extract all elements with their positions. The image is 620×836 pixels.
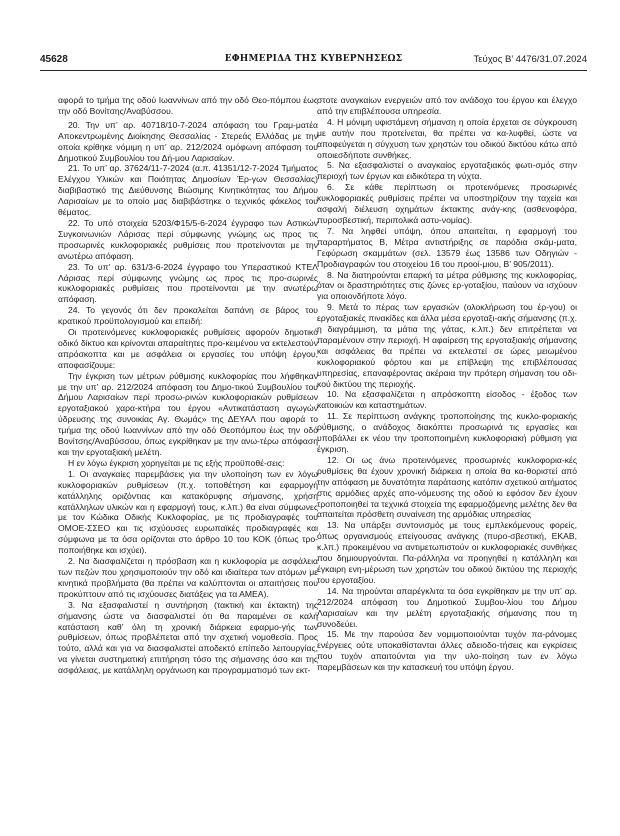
paragraph: 24. Το γεγονός ότι δεν προκαλείται δαπάνη σε βάρος του κρατικού προϋπολογισμού και επειδή:: [58, 305, 318, 327]
paragraph: 4. Η μόνιμη υφιστάμενη σήμανση η οποία έρχεται σε σύγκρουση με αυτήν που προτείνεται, θα πρέπει να κα-λυφθεί, ώστε να αποφεύγεται η σύγχυση των χρηστών του οδικού δικτύου κάτω από οποιεσδήποτε συνθήκες.: [317, 116, 577, 160]
page-header: [40, 54, 587, 68]
page-number: 45628: [40, 54, 68, 65]
paragraph: 6. Σε κάθε περίπτωση οι προτεινόμενες προσωρινές κυκλοφοριακές ρυθμίσεις πρέπει να υποστηρίζουν τηγ ταχεία και ασφαλή διέλευση οχημάτων έκτακτης ανάγ-κης (ασθενοφόρα, πυροσβεστική, περιπολικά αστυ-νομίας).: [317, 182, 577, 225]
paragraph: 1. Οι αναγκαίες παρεμβάσεις για την υλοποίηση των εν λόγω κυκλοφοριακών ρυθμίσεων (π.χ. τοποθέτηση και εφαρμογή κατάλληλης οριζόντιας και κατακόρυφης σήμανσης, χρήση κατάλληλων υλικών και η εφαρμογή τους, κ.λπ.) θα είναι σύμφωνες με τον Κώδικα Οδικής Κυκλοφορίας, με τις προδιαγραφές του ΟΜΟΕ-ΣΣΕΟ και τις ισχύουσες ευρωπαϊκές προδιαγραφές και σύμφωνα με τα όσα ορίζονται στο άρθρο 10 του ΚΟΚ (όπως τρο-ποποιήθηκε και ισχύει).: [58, 468, 318, 556]
paragraph: 3. Να εξασφαλιστεί η συντήρηση (τακτική και έκτακτη) της σήμανσης ώστε να διασφαλιστεί ότι θα παραμένει σε καλή κατάσταση καθ’ όλη τη χρονική διάρκεια εφαρμο-γής των ρυθμίσεων, όπως προβλέπεται από την σχετική νομοθεσία. Προς τούτο, αλλά και για να διασφαλιστεί αποδεκτό επίπεδο λειτουργίας, να γίνεται συστηματική επιτήρηση τόσο της σήμανσης όσο και της ασφάλειας, με κατάλληλη οργάνωση και προγραμματισμό των εκτ-: [58, 599, 318, 676]
paragraph: αφορά το τμήμα της οδού Ιωαννίνων από την οδό Θεο-πόμπου έως την οδό Βονίτσης/Αναβύσσου.: [58, 95, 318, 116]
paragraph: 15. Με την παρούσα δεν νομιμοποιούνται τυχόν πα-ράνομες ενέργειες ούτε υποκαθίστανται άλλες αδειοδο-τήσεις και εγκρίσεις που τυχόν απαιτούνται για την υλο-ποίηση των εν λόγω παρεμβάσεων και την κατασκευή του υπόψη έργου.: [317, 629, 577, 673]
header-rule: [40, 70, 587, 71]
paragraph: 20. Την υπ’ αρ. 40718/10-7-2024 απόφαση του Γραμ-ματέα Αποκεντρωμένης Διοίκησης Θεσσαλίας - Στερεάς Ελλάδας με την οποία κρίθηκε νόμιμη η υπ’ αρ. 212/2024 ομόφωνη απόφαση του Δημοτικού Συμβουλίου του Δή-μου Λαρισαίων.: [58, 119, 318, 163]
paragraph: 13. Να υπάρξει συντονισμός με τους εμπλεκόμενους φορείς, όπως οργανισμούς επείγουσας ανάγκης (πυρο-σβεστική, ΕΚΑΒ, κ.λπ.) προκειμένου να αντιμετωπιστούν οι κυκλοφοριακές συνθήκες που δημιουργούνται. Πα-ράλληλα να προηγηθεί η κατάλληλη και έγκαιρη ενη-μέρωση των χρηστών του οδικού δικτύου της περιοχής του εργοταξίου.: [317, 520, 577, 585]
paragraph: Την έγκριση των μέτρων ρύθμισης κυκλοφορίας που λήφθηκαν με την υπ’ αρ. 212/2024 απόφαση του Δημο-τικού Συμβουλίου του Δήμου Λαρισαίων περί προσω-ρινών κυκλοφοριακών ρυθμίσεων εργοταξιακού χαρα-κτήρα του έργου «Αντικατάσταση αγωγών ύδρευσης της συνοικίας Αγ. Θωμάς» της ΔΕΥΑΛ που αφορά το τμήμα της οδού Ιωαννίνων από την οδό Θεοπόμπου έως την οδό Βονίτσης/Αναβύσσου, όπως εγκρίθηκαν με την ανω-τέρω απόφαση και την εργοταξιακή μελέτη.: [58, 370, 318, 457]
paragraph: 2. Να διασφαλίζεται η πρόσβαση και η κυκλοφορία με ασφάλεια των πεζών που χρησιμοποιούν την οδό και ιδιαίτερα των ατόμων με κινητικά προβλήματα (θα πρέπει να καλύπτονται οι απαιτήσεις που προκύπτουν από τις ισχύουσες διατάξεις για τα ΑΜΕΑ).: [58, 556, 318, 599]
paragraph: 10. Να εξασφαλίζεται η απρόσκοπτη είσοδος - έξοδος των κατοικιών και καταστημάτων.: [317, 389, 577, 411]
paragraph: 11. Σε περίπτωση ανάγκης τροποποίησης της κυκλο-φοριακής ρύθμισης, ο ανάδοχος διακόπτει προσωρινά τις εργασίες και υποβάλλει εκ νέου την τροποποιημένη κυκλοφοριακή ρύθμιση για έγκριση.: [317, 411, 577, 454]
paragraph: Η εν λόγω έγκριση χορηγείται με τις εξής προϋποθέ-σεις:: [68, 457, 285, 468]
paragraph: 12. Οι ως άνω προτεινόμενες προσωρινές κυκλοφορια-κές ρυθμίσεις θα έχουν χρονική διάρκεια η οποία θα κα-θοριστεί από την απόφαση με δυνατότητα παράτασης κατόπιν σχετικού αιτήματος στις αρμόδιες αρχές απο-νόμευσης της οδού κι εφόσον δεν έχουν τροποποιηθεί τα τεχνικά στοιχεία της εφαρμοζόμενης μελέτης δεν θα απαιτείται πρόσθετη συναίνεση της αρμόδιας υπηρεσίας: [317, 454, 577, 520]
gazette-title: ΕΦΗΜΕΡΙΔΑ ΤΗΣ ΚΥΒΕΡΝΗΣΕΩΣ: [224, 54, 403, 64]
paragraph: 5. Να εξασφαλιστεί ο αναγκαίος εργοταξιακός φωτι-σμός στην περιοχή των έργων και ειδικότερα τη νύχτα.: [317, 160, 577, 182]
paragraph: 22. Το υπό στοιχεία 5203/Φ15/5-6-2024 έγγραφο των Αστικών Συγκοινωνιών Λάρισας περί σύμφωνης γνώμης ως προς τις προσωρινές κυκλοφοριακές ρυθμίσεις που προτείνονται με την ανωτέρω απόφαση.: [58, 217, 318, 261]
paragraph: Οι προτεινόμενες κυκλοφοριακές ρυθμίσεις αφορούν δημοτικό οδικό δίκτυο και κρίνονται απαραίτητες προ-κειμένου να εκτελεστούν απρόσκοπτα και με ασφάλεια οι εργασίες του υπόψη έργου, αποφασίζουμε:: [58, 327, 318, 370]
paragraph: στοτε αναγκαίων ενεργειών από τον ανάδοχο του έργου και έλεγχο από την επιβλέπουσα υπηρεσία.: [317, 95, 577, 116]
issue-label: Τεύχος Β’ 4476/31.07.2024: [473, 54, 587, 65]
paragraph: 8. Να διατηρούνται επαρκή τα μέτρα ρύθμισης της κυκλοφορίας, όταν οι δραστηριότητες στις ζώνες ερ-γοταξίου, παύουν να ισχύουν για οποιονδήποτε λόγο.: [317, 269, 577, 302]
left-column: [58, 95, 318, 676]
paragraph: 9. Μετά το πέρας των εργασιών (ολοκλήρωση του έρ-γου) οι εργοταξιακές πινακίδες και άλλα μέσα εργοταξι-ακής σήμανσης (π.χ. η διαγράμμιση, τα μάτια της γάτας, κ.λπ.) δεν επιτρέπεται να παραμένουν στην περιοχή. Η αφαίρεση της εργοταξιακής σήμανσης και ασφάλειας θα πρέπει να εκτελεστεί σε ώρες μειωμένου κυκλοφοριακού φόρτου και με επίβλεψη της επιβλέπουσας υπηρεσίας, επαναφέροντας ακέραια την πρότερη σήμανση του οδι-κού δικτύου της περιοχής.: [317, 302, 577, 389]
paragraph: 23. Το υπ’ αρ. 631/3-6-2024 έγγραφο του Υπεραστικού ΚΤΕΛ Λάρισας περί σύμφωνης γνώμης ως προς τις προ-σωρινές κυκλοφοριακές ρυθμίσεις που προτείνονται με την ανωτέρω απόφαση.: [58, 261, 318, 305]
paragraph: 14. Να τηρούνται απαρέγκλιτα τα όσα εγκρίθηκαν με την υπ’ αρ. 212/2024 απόφαση του Δημοτικού Συμβου-λίου του Δήμου Λαρισαίων και την μελέτη εργοταξιακής σήμανσης που τη συνοδεύει.: [317, 585, 577, 629]
right-column: [317, 95, 577, 673]
paragraph: 21. Το υπ’ αρ. 37624/11-7-2024 (α.π. 41351/12-7-2024 Τμήματος Ελέγχου Υλικών και Ποιότητας Δημοσίων Έρ-γων Θεσσαλίας) διαβιβαστικό της Διεύθυνσης Βιώσιμης Κινητικότητας του Δήμου Λαρισαίων με το οποίο μας διαβιβάστηκε ο τεχνικός φάκελος του θέματος.: [58, 163, 318, 218]
paragraph: 7. Να ληφθεί υπόψη, όπου απαιτείται, η εφαρμογή του παραρτήματος Β, Μέτρα αντιστήριξης σε παρόδια σκάμ-ματα, Γεφύρωση σκαμμάτων (σελ. 13579 έως 13586 των Οδηγιών - Προδιαγραφών του στοιχείου 16 του προοί-μιου, Β’ 905/2011).: [317, 225, 577, 269]
